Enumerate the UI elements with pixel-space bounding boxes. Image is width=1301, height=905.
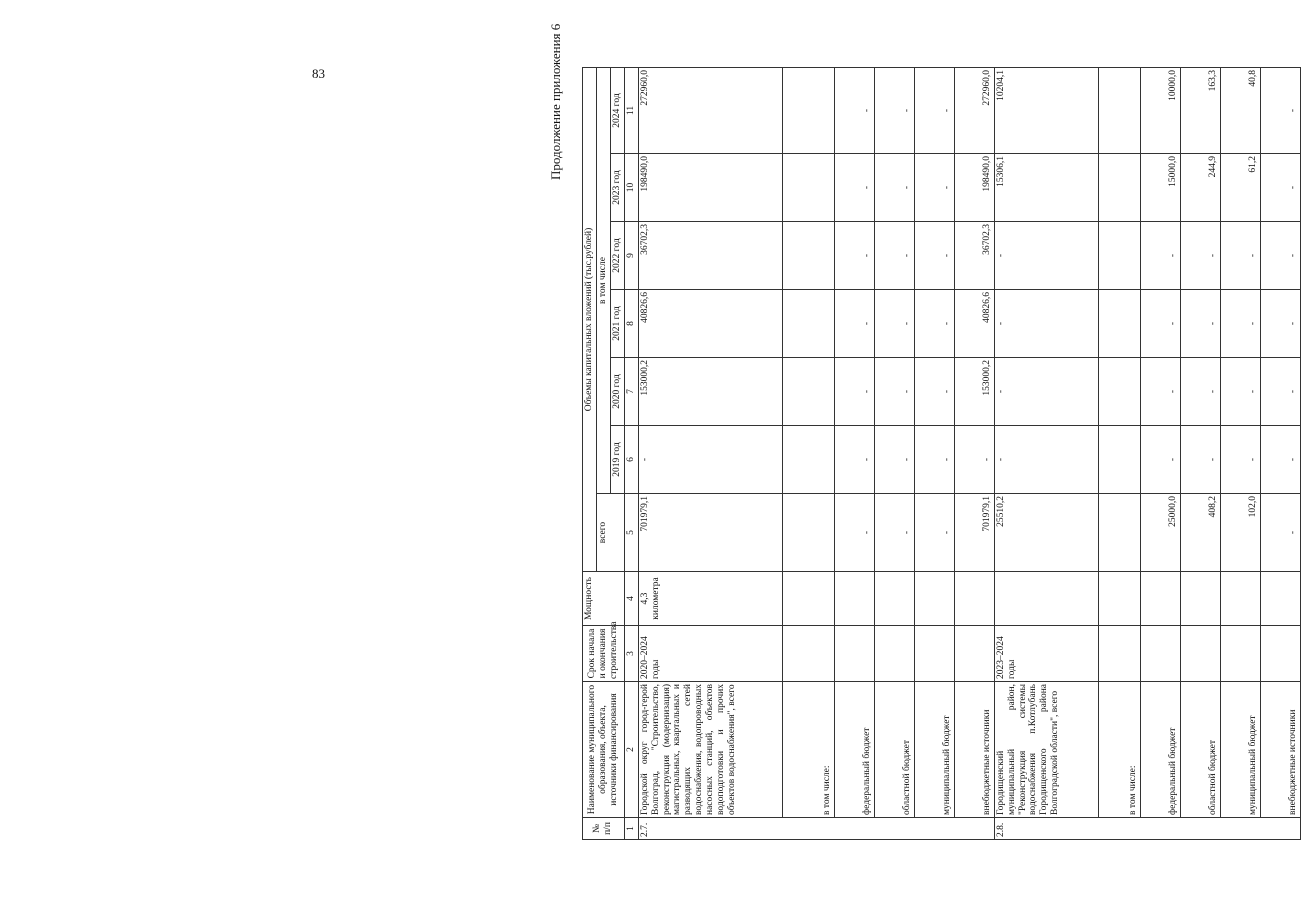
row-term: 2023–2024 годы: [994, 626, 1098, 682]
row-term: 2020–2024 годы: [638, 626, 782, 682]
row-year-value: -: [1140, 290, 1180, 358]
row-year-value: -: [1180, 290, 1220, 358]
row-name: Городской округ город-герой Волгоград, "Строительство, реконструкция (модернизация) магистральных, квартальных и разводящих сетей водоснабжения, водопроводных насосных станций, объектов водоподготовки и прочих объектов водоснабжения", всего: [638, 682, 782, 818]
row-year-value: -: [1140, 222, 1180, 290]
row-total-value: -: [914, 494, 954, 572]
row-year-value: -: [874, 358, 914, 426]
row-year-value: 163,3: [1180, 68, 1220, 154]
row-total-value: 102,0: [1220, 494, 1260, 572]
col-index: 4: [624, 572, 638, 626]
row-capacity: 4,3 километра: [638, 572, 782, 626]
row-year-value: -: [914, 426, 954, 494]
table-row: [1098, 68, 1140, 840]
column-index-row: [624, 68, 638, 840]
row-year-value: -: [834, 426, 874, 494]
row-total-value: [1098, 494, 1140, 572]
row-name: Городищенский муниципальный район, "Реконструкция системы водоснабжения п.Котлубань Городищенского района Волгоградской области", всего: [994, 682, 1098, 818]
col-index: 2: [624, 682, 638, 818]
row-term: [1260, 626, 1300, 682]
row-year-value: 40826,6: [954, 290, 994, 358]
row-number: 2.7.: [638, 818, 994, 840]
row-year-value: -: [994, 426, 1098, 494]
row-year-value: -: [914, 290, 954, 358]
row-year-value: 153000,2: [954, 358, 994, 426]
row-year-value: [782, 290, 834, 358]
row-year-value: 153000,2: [638, 358, 782, 426]
row-year-value: 244,9: [1180, 154, 1220, 222]
row-capacity: [1140, 572, 1180, 626]
row-year-value: -: [1220, 426, 1260, 494]
row-name: муниципальный бюджет: [1220, 682, 1260, 818]
row-capacity: [1180, 572, 1220, 626]
col-index: 3: [624, 626, 638, 682]
table-row: [1260, 68, 1300, 840]
row-capacity: [782, 572, 834, 626]
row-term: [1180, 626, 1220, 682]
row-year-value: -: [1140, 426, 1180, 494]
row-year-value: -: [1140, 358, 1180, 426]
row-year-value: 15306,1: [994, 154, 1098, 222]
header-num: № п/п: [583, 818, 625, 840]
row-term: [914, 626, 954, 682]
table-row: [1220, 68, 1260, 840]
row-year-value: 10204,1: [994, 68, 1098, 154]
row-term: [782, 626, 834, 682]
row-year-value: 61,2: [1220, 154, 1260, 222]
table-row: [994, 68, 1098, 840]
row-year-value: -: [874, 154, 914, 222]
row-total-value: 701979,1: [954, 494, 994, 572]
row-year-value: -: [914, 222, 954, 290]
row-total-value: -: [874, 494, 914, 572]
row-year-value: [1098, 426, 1140, 494]
row-year-value: -: [1260, 154, 1300, 222]
capital-investment-table: [582, 67, 1301, 840]
row-year-value: 36702,3: [638, 222, 782, 290]
col-index: 10: [624, 154, 638, 222]
row-name: в том числе:: [1098, 682, 1140, 818]
row-year-value: -: [834, 290, 874, 358]
row-total-value: [782, 494, 834, 572]
row-year-value: [1098, 154, 1140, 222]
row-year-value: 272960,0: [638, 68, 782, 154]
header-year-2021: 2021 год: [610, 290, 624, 358]
row-year-value: 40,8: [1220, 68, 1260, 154]
appendix-continuation-title: Продолжение приложения 6: [548, 23, 563, 180]
row-year-value: [1098, 222, 1140, 290]
header-year-2020: 2020 год: [610, 358, 624, 426]
row-year-value: [782, 358, 834, 426]
header-capacity: Мощность: [583, 572, 625, 626]
row-year-value: -: [1260, 222, 1300, 290]
row-total-value: 701979,1: [638, 494, 782, 572]
row-year-value: -: [834, 358, 874, 426]
row-year-value: -: [994, 290, 1098, 358]
row-capacity: [914, 572, 954, 626]
row-total-value: -: [1260, 494, 1300, 572]
header-year-2023: 2023 год: [610, 154, 624, 222]
row-year-value: -: [1260, 358, 1300, 426]
row-year-value: -: [1220, 290, 1260, 358]
col-index: 1: [624, 818, 638, 840]
row-year-value: -: [874, 426, 914, 494]
row-year-value: -: [834, 222, 874, 290]
row-year-value: -: [1260, 426, 1300, 494]
row-year-value: [782, 222, 834, 290]
row-year-value: -: [874, 68, 914, 154]
row-name: областной бюджет: [1180, 682, 1220, 818]
col-index: 11: [624, 68, 638, 154]
row-capacity: [994, 572, 1098, 626]
row-year-value: [782, 68, 834, 154]
row-year-value: 10000,0: [1140, 68, 1180, 154]
row-capacity: [1260, 572, 1300, 626]
row-capacity: [874, 572, 914, 626]
row-year-value: [782, 154, 834, 222]
row-capacity: [1220, 572, 1260, 626]
row-year-value: -: [994, 222, 1098, 290]
row-name: в том числе:: [782, 682, 834, 818]
row-year-value: [1098, 290, 1140, 358]
page-number: 83: [312, 66, 325, 81]
row-year-value: 198490,0: [954, 154, 994, 222]
header-name: Наименование муниципального образования, объекта, источники финансирования: [583, 682, 625, 818]
row-year-value: -: [1220, 222, 1260, 290]
row-name: федеральный бюджет: [1140, 682, 1180, 818]
row-year-value: 272960,0: [954, 68, 994, 154]
col-index: 8: [624, 290, 638, 358]
row-year-value: 40826,6: [638, 290, 782, 358]
header-including: в том числе: [596, 68, 610, 494]
row-year-value: 36702,3: [954, 222, 994, 290]
row-year-value: -: [1180, 358, 1220, 426]
table-row: [954, 68, 994, 840]
row-term: [834, 626, 874, 682]
table-row: [638, 68, 782, 840]
row-year-value: -: [1220, 358, 1260, 426]
table-row: [1140, 68, 1180, 840]
row-name: внебюджетные источники: [1260, 682, 1300, 818]
row-name: областной бюджет: [874, 682, 914, 818]
row-term: [874, 626, 914, 682]
row-term: [954, 626, 994, 682]
row-year-value: 15000,0: [1140, 154, 1180, 222]
row-capacity: [1098, 572, 1140, 626]
col-index: 5: [624, 494, 638, 572]
row-year-value: -: [834, 154, 874, 222]
table-row: [782, 68, 834, 840]
row-year-value: -: [914, 154, 954, 222]
row-year-value: -: [1260, 68, 1300, 154]
row-term: [1098, 626, 1140, 682]
row-year-value: [1098, 68, 1140, 154]
row-year-value: -: [1180, 426, 1220, 494]
row-year-value: [782, 426, 834, 494]
row-year-value: -: [1180, 222, 1220, 290]
table-row: [834, 68, 874, 840]
row-capacity: [954, 572, 994, 626]
header-term: Срок начала и окончания строительства: [583, 626, 625, 682]
table-row: [914, 68, 954, 840]
header-total: всего: [596, 494, 624, 572]
header-year-2022: 2022 год: [610, 222, 624, 290]
col-index: 6: [624, 426, 638, 494]
row-year-value: -: [914, 68, 954, 154]
row-year-value: [1098, 358, 1140, 426]
row-total-value: 25510,2: [994, 494, 1098, 572]
row-year-value: -: [914, 358, 954, 426]
row-total-value: 408,2: [1180, 494, 1220, 572]
row-year-value: -: [874, 222, 914, 290]
table-row: [874, 68, 914, 840]
col-index: 7: [624, 358, 638, 426]
row-year-value: -: [638, 426, 782, 494]
header-year-2024: 2024 год: [610, 68, 624, 154]
row-total-value: 25000,0: [1140, 494, 1180, 572]
row-name: муниципальный бюджет: [914, 682, 954, 818]
row-term: [1140, 626, 1180, 682]
row-name: федеральный бюджет: [834, 682, 874, 818]
row-year-value: 198490,0: [638, 154, 782, 222]
header-row-1: [583, 68, 597, 840]
row-year-value: -: [954, 426, 994, 494]
row-year-value: -: [994, 358, 1098, 426]
header-volumes: Объемы капитальных вложений (тыс.рублей): [583, 68, 597, 572]
header-year-2019: 2019 год: [610, 426, 624, 494]
row-name: внебюджетные источники: [954, 682, 994, 818]
row-year-value: -: [1260, 290, 1300, 358]
row-year-value: -: [834, 68, 874, 154]
row-capacity: [834, 572, 874, 626]
row-total-value: -: [834, 494, 874, 572]
row-term: [1220, 626, 1260, 682]
col-index: 9: [624, 222, 638, 290]
table-row: [1180, 68, 1220, 840]
row-number: 2.8.: [994, 818, 1300, 840]
row-year-value: -: [874, 290, 914, 358]
